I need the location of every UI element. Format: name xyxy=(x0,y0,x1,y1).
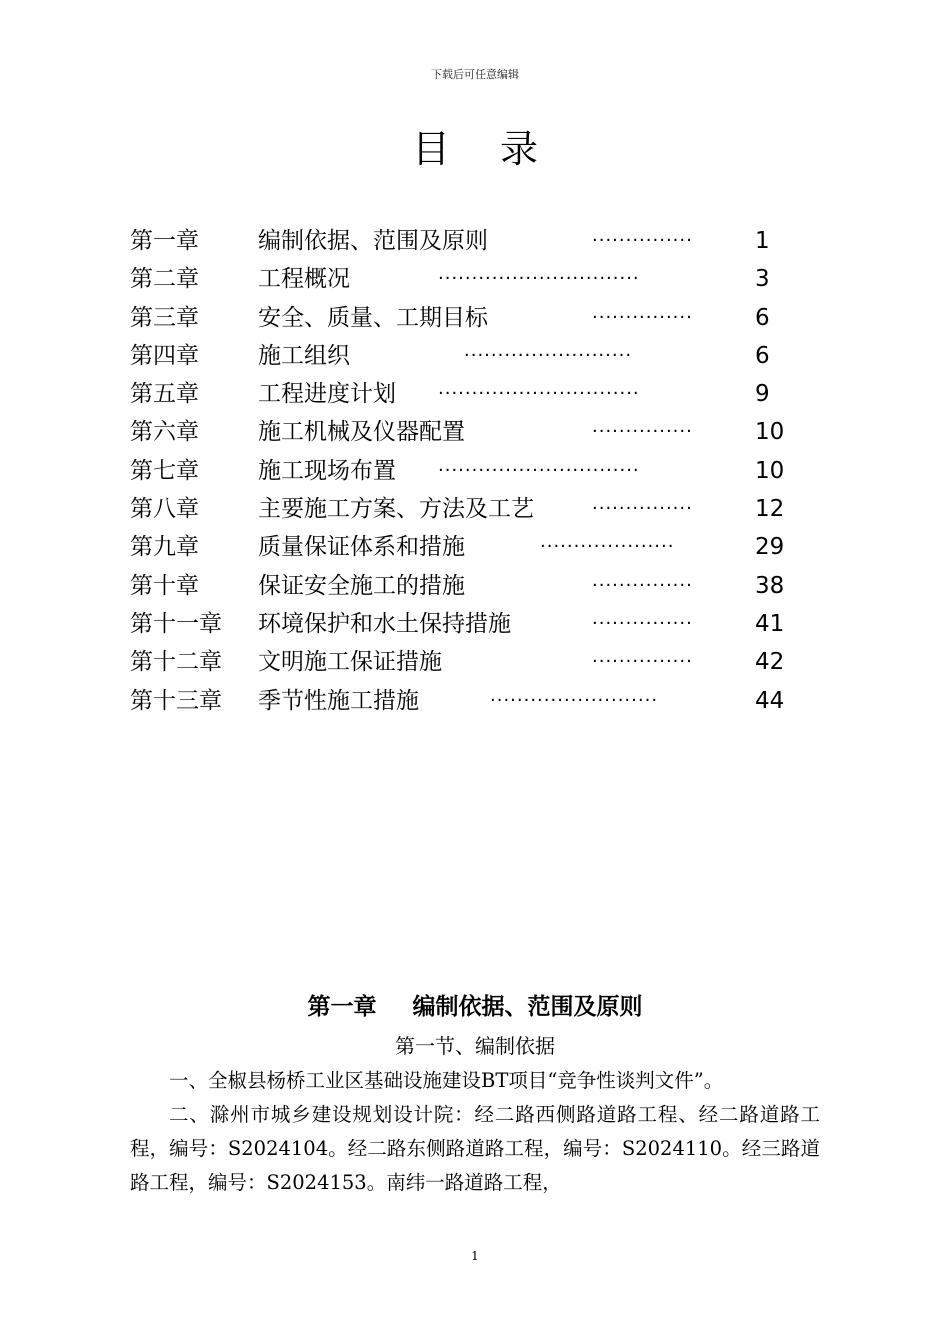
toc-row[interactable] xyxy=(130,682,830,720)
chapter-heading xyxy=(0,988,950,1021)
toc-entry-name: 施工现场布置 xyxy=(258,457,396,484)
toc-page-number: 10 xyxy=(755,419,785,446)
toc-page-number: 6 xyxy=(755,304,770,331)
toc-chapter: 第十章 xyxy=(130,572,199,599)
toc-row[interactable] xyxy=(130,643,830,681)
toc-leader-dots: ··············· xyxy=(592,498,693,520)
toc-entry-name: 质量保证体系和措施 xyxy=(258,534,465,561)
toc-row[interactable] xyxy=(130,567,830,605)
toc-entry-name: 环境保护和水土保持措施 xyxy=(258,610,511,637)
toc-page-number: 29 xyxy=(755,534,785,561)
toc-row[interactable] xyxy=(130,452,830,490)
toc-page-number: 10 xyxy=(755,457,785,484)
toc-entry-name: 编制依据、范围及原则 xyxy=(258,228,488,254)
toc-page-number: 42 xyxy=(755,649,785,676)
table-of-contents xyxy=(130,222,830,720)
toc-entry-name: 工程进度计划 xyxy=(258,381,396,408)
toc-entry-name: 主要施工方案、方法及工艺 xyxy=(258,496,534,523)
toc-leader-dots: ························· xyxy=(490,689,659,711)
toc-chapter: 第十一章 xyxy=(130,610,222,637)
toc-leader-dots: ······························ xyxy=(438,383,640,405)
body-text xyxy=(130,1064,820,1200)
toc-page-number: 12 xyxy=(755,496,785,523)
toc-row[interactable] xyxy=(130,337,830,375)
toc-row[interactable] xyxy=(130,413,830,451)
toc-page-number: 9 xyxy=(755,381,770,408)
toc-row[interactable] xyxy=(130,605,830,643)
toc-entry-name: 工程概况 xyxy=(258,266,350,293)
toc-title: 目录 xyxy=(411,127,588,171)
page-number: 1 xyxy=(471,1249,479,1263)
toc-entry-name: 季节性施工措施 xyxy=(258,687,419,714)
toc-leader-dots: ··············· xyxy=(592,651,693,673)
toc-page-number: 38 xyxy=(755,572,785,599)
toc-chapter: 第六章 xyxy=(130,419,199,446)
toc-leader-dots: ······························ xyxy=(438,268,640,290)
toc-row[interactable] xyxy=(130,490,830,528)
toc-leader-dots: ··············· xyxy=(592,421,693,443)
toc-leader-dots: ··············· xyxy=(592,230,693,251)
toc-chapter: 第十三章 xyxy=(130,687,222,714)
toc-chapter: 第十二章 xyxy=(130,649,222,676)
toc-row[interactable] xyxy=(130,375,830,413)
chapter-label: 第一章 xyxy=(307,994,377,1020)
paragraph: 二、滁州市城乡建设规划设计院：经二路西侧路道路工程、经二路道路工程，编号：S2024104。经二路东侧路道路工程，编号：S2024110。经三路道路工程，编号：S2024153。南纬一路道路工程， xyxy=(130,1103,820,1194)
toc-leader-dots: ··············· xyxy=(592,612,693,634)
toc-entry-name: 文明施工保证措施 xyxy=(258,649,442,676)
toc-chapter: 第八章 xyxy=(130,496,199,523)
toc-chapter: 第一章 xyxy=(130,228,199,254)
toc-row[interactable] xyxy=(130,222,830,260)
toc-chapter: 第三章 xyxy=(130,304,199,331)
toc-row[interactable] xyxy=(130,528,830,566)
toc-page-number: 41 xyxy=(755,610,785,637)
toc-entry-name: 安全、质量、工期目标 xyxy=(258,304,488,331)
toc-row[interactable] xyxy=(130,260,830,298)
section-subheading: 第一节、编制依据 xyxy=(395,1034,555,1058)
toc-page-number: 6 xyxy=(755,342,770,369)
toc-chapter: 第七章 xyxy=(130,457,199,484)
toc-leader-dots: ··············· xyxy=(592,574,693,596)
toc-entry-name: 保证安全施工的措施 xyxy=(258,572,465,599)
toc-leader-dots: ··············· xyxy=(592,306,693,328)
toc-leader-dots: ······························ xyxy=(438,459,640,481)
toc-chapter: 第九章 xyxy=(130,534,199,561)
toc-row[interactable] xyxy=(130,299,830,337)
toc-chapter: 第四章 xyxy=(130,342,199,369)
toc-chapter: 第五章 xyxy=(130,381,199,408)
header-note: 下载后可任意编辑 xyxy=(431,68,519,81)
toc-page-number: 1 xyxy=(755,228,770,254)
toc-page-number: 3 xyxy=(755,266,770,293)
toc-entry-name: 施工机械及仪器配置 xyxy=(258,419,465,446)
toc-leader-dots: ························· xyxy=(464,344,633,366)
paragraph: 一、全椒县杨桥工业区基础设施建设BT项目“竞争性谈判文件”。 xyxy=(169,1069,724,1092)
toc-page-number: 44 xyxy=(755,687,785,714)
toc-leader-dots: ···················· xyxy=(540,536,675,558)
toc-chapter: 第二章 xyxy=(130,266,199,293)
chapter-title: 编制依据、范围及原则 xyxy=(412,994,643,1020)
toc-entry-name: 施工组织 xyxy=(258,342,350,369)
